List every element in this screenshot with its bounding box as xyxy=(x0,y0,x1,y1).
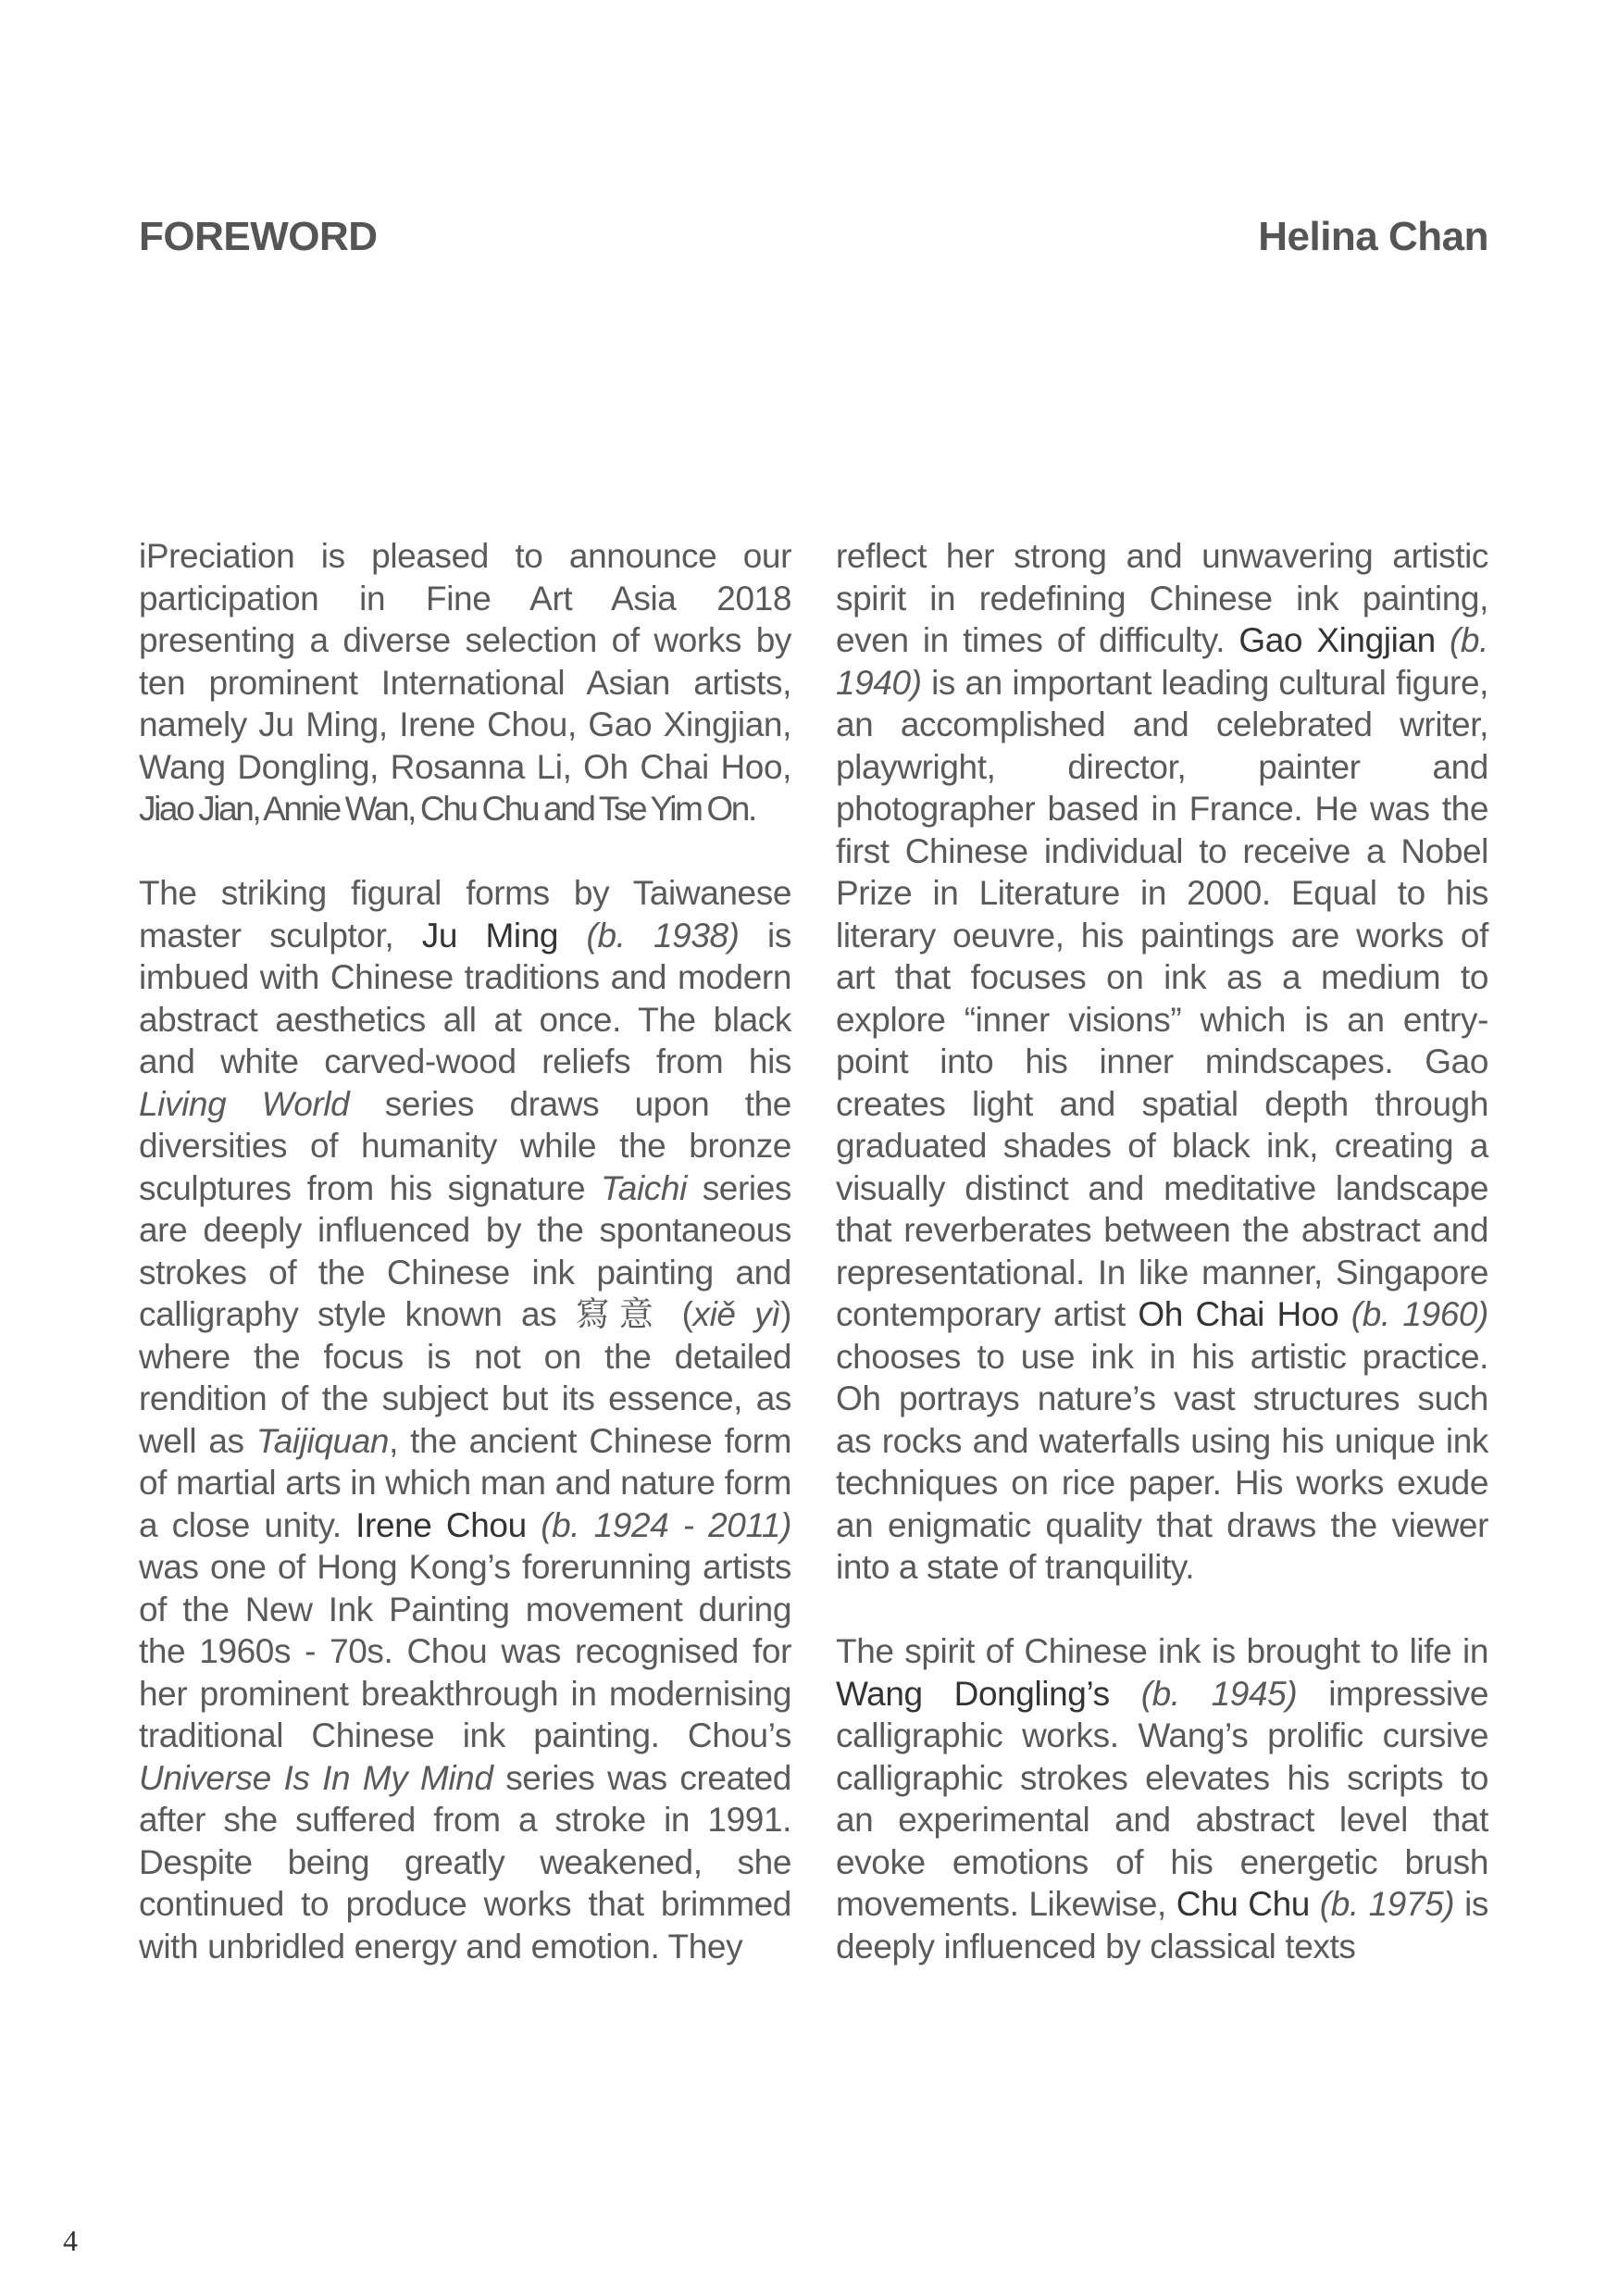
artist-name-ju-ming: Ju Ming xyxy=(421,916,559,955)
paragraph-ju-ming-irene-chou xyxy=(139,872,791,1967)
body-text: is an important leading cultural figure, an accomplished and celebrated writer, playwright, director, painter and photographer based in France. He was the first Chinese individual to receive a Nobel Prize in Literature in 2000. Equal to his literary oeuvre, his paintings are works of art that focuses on ink as a medium to explore “inner visions” which is an entry-point into his inner mindscapes. Gao creates light and spatial depth through graduated shades of black ink, creating a visually distinct and meditative landscape that reverberates between the abstract and representational. In like manner, Singapore contemporary artist xyxy=(836,663,1488,1333)
body-text: The spirit of Chinese ink is brought to life in xyxy=(836,1632,1488,1670)
artist-name-irene-chou: Irene Chou xyxy=(355,1505,527,1544)
author-name: Helina Chan xyxy=(1258,214,1488,259)
artist-name-oh-chai-hoo: Oh Chai Hoo xyxy=(1138,1295,1339,1333)
body-text: ) where the focus is not on the detailed rendition of the subject but its essence, as well as xyxy=(139,1295,791,1460)
artist-date: (b. 1975) xyxy=(1319,1885,1455,1923)
body-text: chooses to use ink in his artistic practice. Oh portrays nature’s vast structures such as rocks and waterfalls using his unique ink techniques on rice paper. His works exude an enigmatic quality that draws the viewer into a state of tranquility. xyxy=(836,1337,1488,1586)
artist-date: (b. 1945) xyxy=(1140,1674,1298,1713)
page-title: FOREWORD xyxy=(139,214,378,259)
paragraph-wang-dongling-chu-chu xyxy=(836,1630,1488,1967)
page-header xyxy=(139,209,1488,265)
term: xiě yì xyxy=(692,1295,781,1333)
body-text: The striking figural forms by Taiwanese master sculptor, xyxy=(139,874,791,955)
body-text: series was created after she suffered from a stroke in 1991. Despite being greatly weakened, she continued to produce works that brimmed with unbridled energy and emotion. They xyxy=(139,1758,791,1965)
body-text: was one of Hong Kong’s forerunning artists of the New Ink Painting movement during the 1960s - 70s. Chou was recognised for her prominent breakthrough in modernising traditional Chinese ink painting. Chou’s xyxy=(139,1548,791,1754)
artist-name-chu-chu: Chu Chu xyxy=(1176,1885,1310,1923)
paragraph-gao-xingjian-oh-chai-hoo xyxy=(836,535,1488,1589)
body-columns xyxy=(139,535,1488,1967)
artist-date: (b. 1960) xyxy=(1350,1295,1488,1333)
page-number: 4 xyxy=(63,2224,78,2257)
body-text: reflect her strong and unwavering artistic spirit in redefining Chinese ink painting, even in times of difficulty. xyxy=(836,537,1488,659)
body-text: series draws upon the diversities of humanity while the bronze sculptures from his signature xyxy=(139,1084,791,1207)
body-text: , the ancient Chinese form of martial arts in which man and nature form a close unity. xyxy=(139,1421,791,1544)
series-title: Taichi xyxy=(600,1168,687,1207)
artist-date: (b. 1940) xyxy=(836,621,1488,702)
term: Taijiquan xyxy=(255,1421,390,1460)
body-text: is imbued with Chinese traditions and modern abstract aesthetics all at once. The black and white carved-wood reliefs from his xyxy=(139,916,791,1080)
artist-date: (b. 1924 - 2011) xyxy=(541,1505,791,1544)
paragraph-intro xyxy=(139,535,791,830)
intro-text-artist-list-end: Jiao Jian, Annie Wan, Chu Chu and Tse Yim On. xyxy=(139,790,755,828)
right-column xyxy=(836,535,1488,1967)
artist-name-wang-dongling: Wang Dongling’s xyxy=(836,1674,1110,1713)
body-text: impressive calligraphic works. Wang’s prolific cursive calligraphic strokes elevates his scripts to an experimental and abstract level that evoke emotions of his energetic brush movements. Likewise, xyxy=(836,1674,1489,1923)
series-title: Universe Is In My Mind xyxy=(139,1758,493,1797)
series-title: Living World xyxy=(139,1084,350,1123)
artist-name-gao-xingjian: Gao Xingjian xyxy=(1238,621,1436,659)
body-text: is deeply influenced by classical texts xyxy=(836,1885,1488,1965)
left-column xyxy=(139,535,791,1967)
artist-date: (b. 1938) xyxy=(586,916,740,955)
intro-text: iPreciation is pleased to announce our participation in Fine Art Asia 2018 presenting a diverse selection of works by ten prominent International Asian artists, namely Ju Ming, Irene Chou, Gao Xingjian, Wang Dongling, Rosanna Li, Oh Chai Hoo, xyxy=(139,537,791,786)
body-text: series are deeply influenced by the spontaneous strokes of the Chinese ink painting and calligraphy style known as 寫意 ( xyxy=(139,1168,791,1333)
